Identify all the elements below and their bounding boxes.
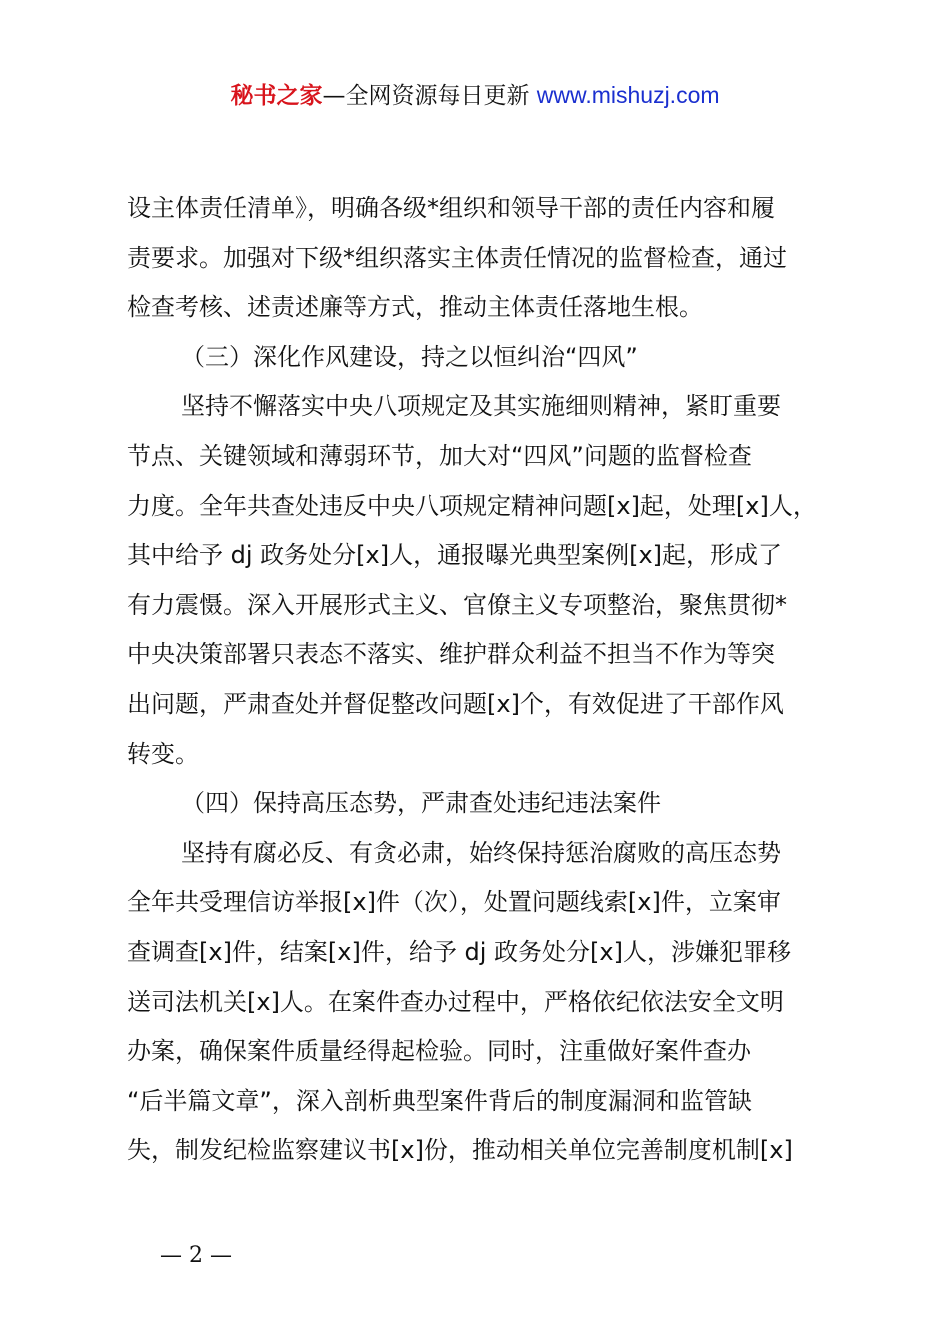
site-header [0, 78, 950, 113]
paragraph-start: 坚持有腐必反、有贪必肃，始终保持惩治腐败的高压态势 [181, 838, 781, 867]
body-line: 其中给予 dj 政务处分[x]人，通报曝光典型案例[x]起，形成了 [127, 541, 783, 570]
body-line: 查调查[x]件，结案[x]件，给予 dj 政务处分[x]人，涉嫌犯罪移 [127, 937, 791, 966]
site-url-link[interactable]: www.mishuzj.com [536, 82, 720, 108]
section-heading-3: （三）深化作风建设，持之以恒纠治“四风” [181, 342, 638, 371]
body-line: 力度。全年共查处违反中央八项规定精神问题[x]起，处理[x]人， [127, 491, 817, 520]
body-line: 有力震慑。深入开展形式主义、官僚主义专项整治，聚焦贯彻* [127, 590, 787, 619]
page-number: — 2 — [160, 1243, 232, 1268]
body-line: 责要求。加强对下级*组织落实主体责任情况的监督检查，通过 [127, 243, 787, 272]
paragraph-start: 坚持不懈落实中央八项规定及其实施细则精神，紧盯重要 [181, 392, 781, 421]
body-line: 设主体责任清单》，明确各级*组织和领导干部的责任内容和履 [127, 194, 775, 222]
body-line: 中央决策部署只表态不落实、维护群众利益不担当不作为等突 [127, 640, 775, 669]
body-line: 出问题，严肃查处并督促整改问题[x]个，有效促进了干部作风 [127, 689, 784, 718]
body-line: “后半篇文章”，深入剖析典型案件背后的制度漏洞和监管缺 [127, 1086, 752, 1115]
body-line: 节点、关键领域和薄弱环节，加大对“四风”问题的监督检查 [127, 441, 752, 470]
document-body [127, 184, 827, 1176]
body-line: 全年共受理信访举报[x]件（次），处置问题线索[x]件，立案审 [127, 888, 781, 917]
body-line: 送司法机关[x]人。在案件查办过程中，严格依纪依法安全文明 [127, 987, 784, 1016]
body-line: 检查考核、述责述廉等方式，推动主体责任落地生根。 [127, 293, 703, 322]
body-line: 转变。 [127, 739, 199, 768]
brand-name: 秘书之家 [230, 83, 323, 109]
body-line: 失，制发纪检监察建议书[x]份，推动相关单位完善制度机制[x] [127, 1136, 793, 1165]
header-tagline: —全网资源每日更新 [322, 83, 530, 109]
body-line: 办案，确保案件质量经得起检验。同时，注重做好案件查办 [127, 1037, 751, 1066]
section-heading-4: （四）保持高压态势，严肃查处违纪违法案件 [181, 789, 661, 818]
